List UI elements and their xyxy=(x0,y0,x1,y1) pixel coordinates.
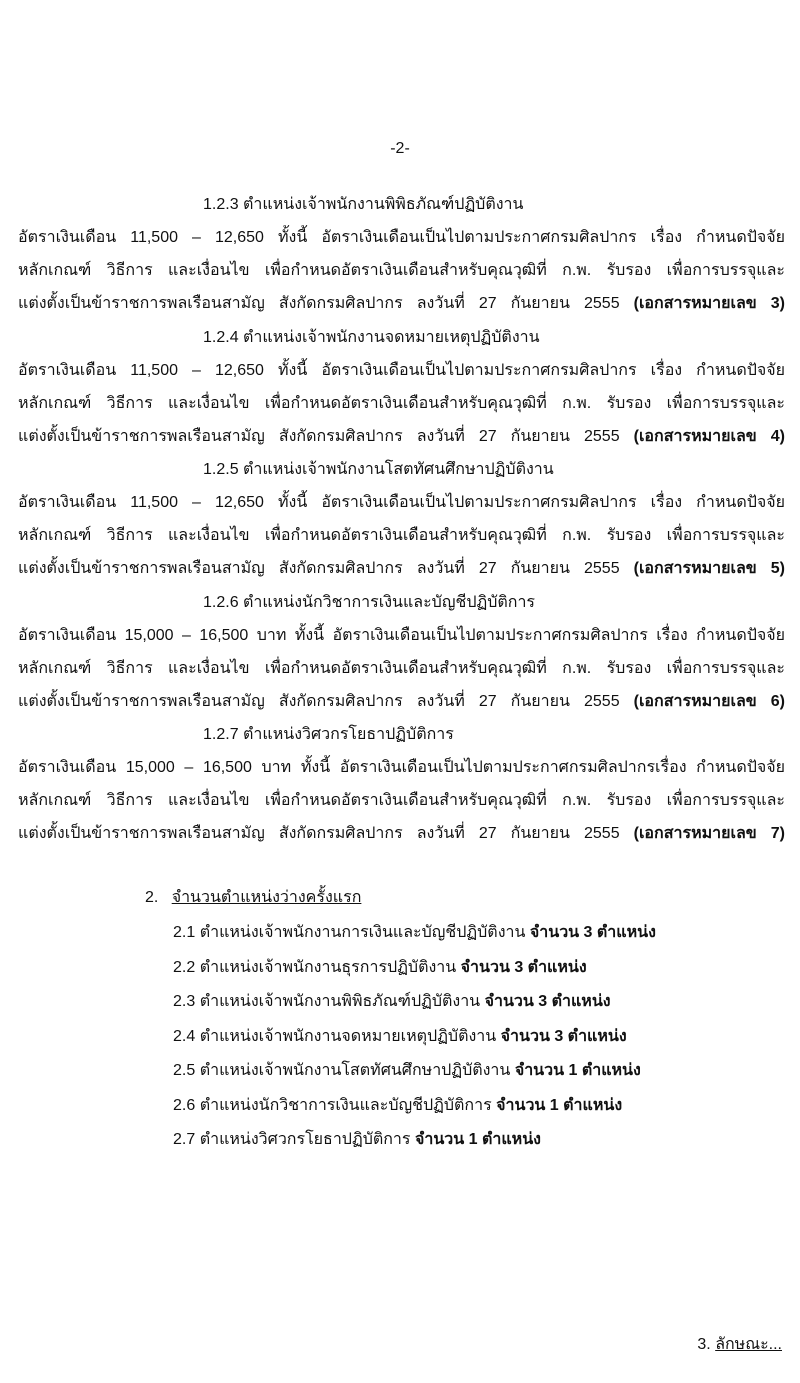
body-line: หลักเกณฑ์ วิธีการ และเงื่อนไข เพื่อกำหนดอัตราเงินเดือนสำหรับคุณวุฒิที่ ก.พ. รับรอง เพื่อการบรรจุและ xyxy=(18,792,785,809)
body-text: แต่งตั้งเป็นข้าราชการพลเรือนสามัญ สังกัดกรมศิลปากร ลงวันที่ 27 กันยายน 2555 xyxy=(18,825,620,842)
position-count: จำนวน 1 ตำแหน่ง xyxy=(496,1096,623,1114)
body-line: หลักเกณฑ์ วิธีการ และเงื่อนไข เพื่อกำหนดอัตราเงินเดือนสำหรับคุณวุฒิที่ ก.พ. รับรอง เพื่อการบรรจุและ xyxy=(18,394,785,412)
vacancy-item xyxy=(145,916,656,951)
position-count: จำนวน 1 ตำแหน่ง xyxy=(414,1131,541,1148)
position-name: 2.1 ตำแหน่งเจ้าพนักงานการเงินและบัญชีปฏิบัติงาน xyxy=(173,924,526,941)
section-heading: 1.2.6 ตำแหน่งนักวิชาการเงินและบัญชีปฏิบัติการ xyxy=(203,593,536,611)
body-line: อัตราเงินเดือน 11,500 – 12,650 ทั้งนี้ อัตราเงินเดือนเป็นไปตามประกาศกรมศิลปากร เรื่อง กำหนดปัจจัย xyxy=(18,229,785,246)
vacancy-item xyxy=(145,1020,656,1055)
body-line xyxy=(18,420,785,453)
salary-section xyxy=(18,453,785,585)
section-heading: 1.2.4 ตำแหน่งเจ้าพนักงานจดหมายเหตุปฏิบัติงาน xyxy=(203,328,540,346)
page-number: -2- xyxy=(390,140,410,157)
salary-section xyxy=(18,718,785,850)
vacancy-item xyxy=(145,1054,656,1089)
position-count: จำนวน 3 ตำแหน่ง xyxy=(484,993,611,1010)
document-reference: (เอกสารหมายเลข 7) xyxy=(633,825,785,842)
body-line xyxy=(18,552,785,585)
section-number: 2. xyxy=(145,889,159,906)
salary-section xyxy=(18,188,785,320)
continuation-footer xyxy=(697,1332,782,1357)
salary-section xyxy=(18,586,785,718)
vacancy-item xyxy=(145,951,656,986)
position-name: 2.3 ตำแหน่งเจ้าพนักงานพิพิธภัณฑ์ปฏิบัติงาน xyxy=(173,993,481,1010)
body-line: อัตราเงินเดือน 11,500 – 12,650 ทั้งนี้ อัตราเงินเดือนเป็นไปตามประกาศกรมศิลปากร เรื่อง กำหนดปัจจัย xyxy=(18,494,785,511)
document-reference: (เอกสารหมายเลข 3) xyxy=(633,295,785,312)
body-text: แต่งตั้งเป็นข้าราชการพลเรือนสามัญ สังกัดกรมศิลปากร ลงวันที่ 27 กันยายน 2555 xyxy=(18,560,620,577)
section-heading: 1.2.3 ตำแหน่งเจ้าพนักงานพิพิธภัณฑ์ปฏิบัติงาน xyxy=(203,196,524,213)
vacancy-item xyxy=(145,985,656,1020)
body-line: อัตราเงินเดือน 11,500 – 12,650 ทั้งนี้ อัตราเงินเดือนเป็นไปตามประกาศกรมศิลปากร เรื่อง กำหนดปัจจัย xyxy=(18,361,785,379)
position-name: 2.4 ตำแหน่งเจ้าพนักงานจดหมายเหตุปฏิบัติงาน xyxy=(173,1027,497,1045)
body-line xyxy=(18,817,785,850)
body-line: หลักเกณฑ์ วิธีการ และเงื่อนไข เพื่อกำหนดอัตราเงินเดือนสำหรับคุณวุฒิที่ ก.พ. รับรอง เพื่อการบรรจุและ xyxy=(18,659,785,677)
body-line: หลักเกณฑ์ วิธีการ และเงื่อนไข เพื่อกำหนดอัตราเงินเดือนสำหรับคุณวุฒิที่ ก.พ. รับรอง เพื่อการบรรจุและ xyxy=(18,527,785,544)
body-text: แต่งตั้งเป็นข้าราชการพลเรือนสามัญ สังกัดกรมศิลปากร ลงวันที่ 27 กันยายน 2555 xyxy=(18,692,620,710)
body-line: อัตราเงินเดือน 15,000 – 16,500 บาท ทั้งนี้ อัตราเงินเดือนเป็นไปตามประกาศกรมศิลปากร เรื่อง กำหนดปัจจัย xyxy=(18,626,785,644)
position-count: จำนวน 3 ตำแหน่ง xyxy=(500,1027,627,1045)
vacancy-item xyxy=(145,1123,656,1158)
next-section-number: 3. xyxy=(697,1336,711,1353)
document-reference: (เอกสารหมายเลข 5) xyxy=(633,560,785,577)
body-text: แต่งตั้งเป็นข้าราชการพลเรือนสามัญ สังกัดกรมศิลปากร ลงวันที่ 27 กันยายน 2555 xyxy=(18,295,620,312)
document-reference: (เอกสารหมายเลข 6) xyxy=(633,692,785,710)
body-line xyxy=(18,287,785,320)
vacancy-item xyxy=(145,1089,656,1124)
position-count: จำนวน 3 ตำแหน่ง xyxy=(529,924,656,941)
section-heading: 1.2.5 ตำแหน่งเจ้าพนักงานโสตทัศนศึกษาปฏิบัติงาน xyxy=(203,461,554,478)
position-name: 2.7 ตำแหน่งวิศวกรโยธาปฏิบัติการ xyxy=(173,1131,411,1148)
section-heading: 1.2.7 ตำแหน่งวิศวกรโยธาปฏิบัติการ xyxy=(203,726,454,743)
position-name: 2.6 ตำแหน่งนักวิชาการเงินและบัญชีปฏิบัติการ xyxy=(173,1096,492,1114)
body-line xyxy=(18,685,785,718)
position-name: 2.2 ตำแหน่งเจ้าพนักงานธุรการปฏิบัติงาน xyxy=(173,958,457,976)
body-line: หลักเกณฑ์ วิธีการ และเงื่อนไข เพื่อกำหนดอัตราเงินเดือนสำหรับคุณวุฒิที่ ก.พ. รับรอง เพื่อการบรรจุและ xyxy=(18,262,785,279)
position-count: จำนวน 1 ตำแหน่ง xyxy=(514,1062,641,1079)
position-count: จำนวน 3 ตำแหน่ง xyxy=(460,958,587,976)
body-text: แต่งตั้งเป็นข้าราชการพลเรือนสามัญ สังกัดกรมศิลปากร ลงวันที่ 27 กันยายน 2555 xyxy=(18,427,620,445)
salary-section xyxy=(18,321,785,453)
vacancy-heading xyxy=(145,880,656,916)
vacancy-list xyxy=(145,880,656,1158)
section-title: จำนวนตำแหน่งว่างครั้งแรก xyxy=(171,889,362,906)
document-reference: (เอกสารหมายเลข 4) xyxy=(633,427,785,445)
next-section-title: ลักษณะ... xyxy=(715,1336,782,1353)
body-line: อัตราเงินเดือน 15,000 – 16,500 บาท ทั้งนี้ อัตราเงินเดือนเป็นไปตามประกาศกรมศิลปากรเรื่อง กำหนดปัจจัย xyxy=(18,759,785,776)
position-name: 2.5 ตำแหน่งเจ้าพนักงานโสตทัศนศึกษาปฏิบัติงาน xyxy=(173,1062,511,1079)
